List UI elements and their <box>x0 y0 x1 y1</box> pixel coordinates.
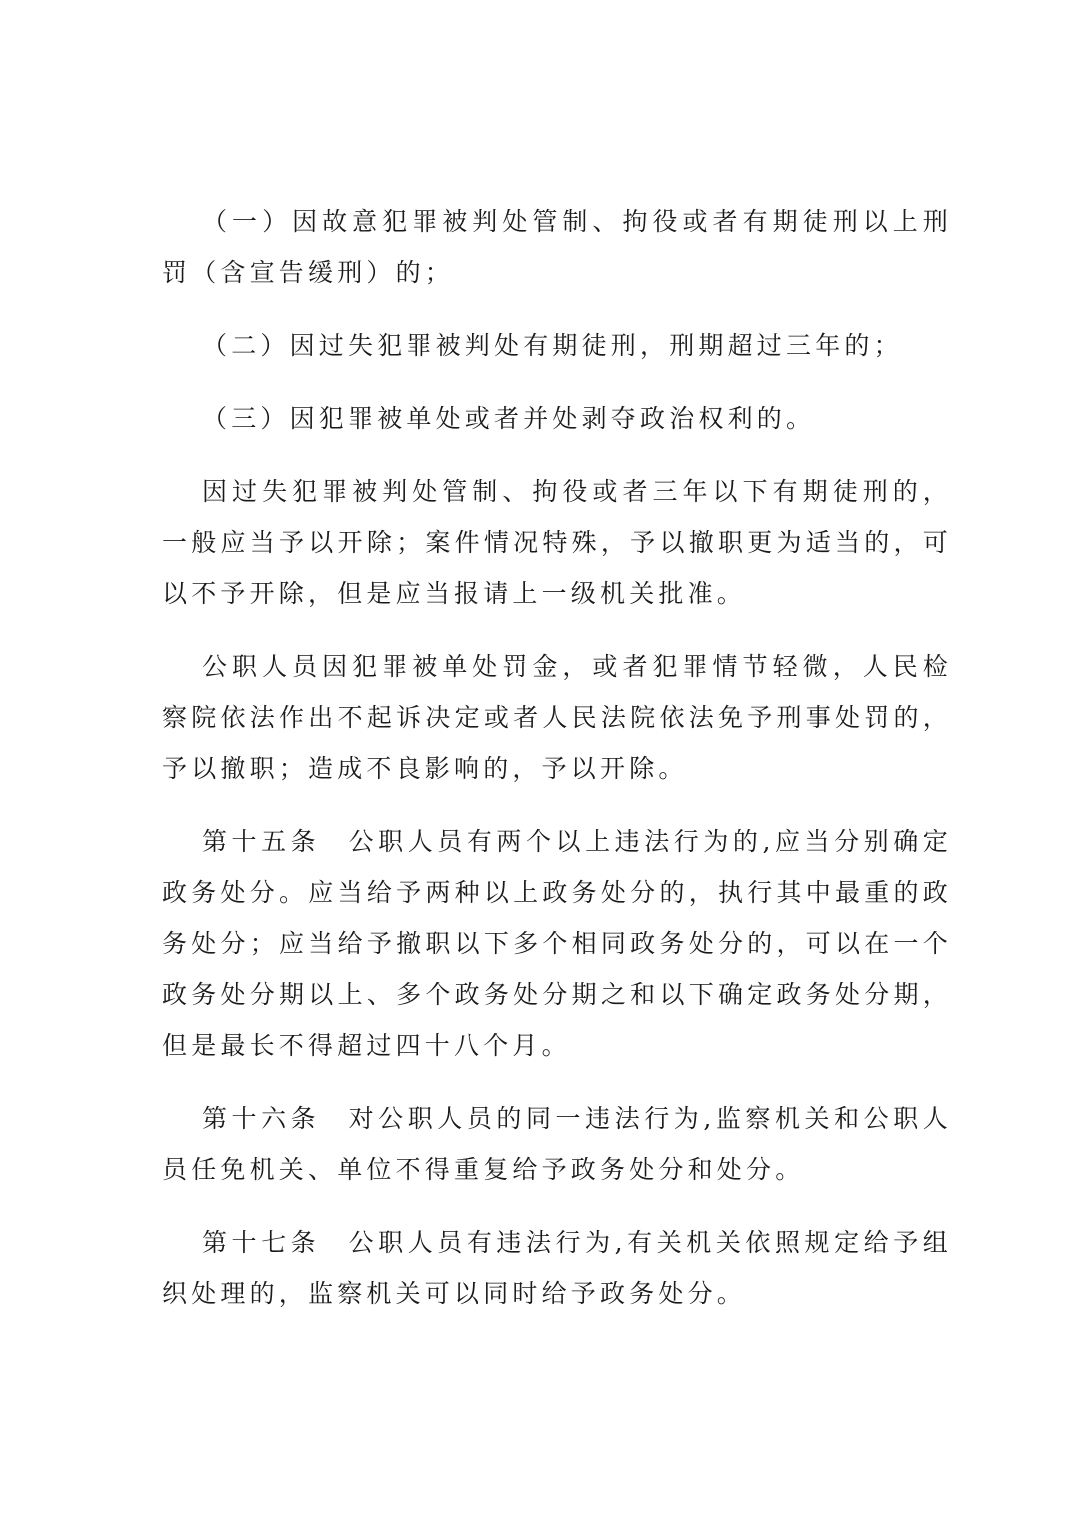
negligence-paragraph: 因过失犯罪被判处管制、拘役或者三年以下有期徒刑的，一般应当予以开除；案件情况特殊，予以撤职更为适当的，可以不予开除，但是应当报请上一级机关批准。 <box>162 477 952 608</box>
article-15 <box>162 816 952 1071</box>
article-16-text: 对公职人员的同一违法行为,监察机关和公职人员任免机关、单位不得重复给予政务处分和处分。 <box>162 1104 952 1184</box>
article-16-number: 第十六条 <box>202 1104 321 1133</box>
document-page <box>162 196 952 1319</box>
clause-item-2: （二）因过失犯罪被判处有期徒刑，刑期超过三年的； <box>202 331 903 360</box>
clause-item-3: （三）因犯罪被单处或者并处剥夺政治权利的。 <box>202 404 816 433</box>
clause-item-1: （一）因故意犯罪被判处管制、拘役或者有期徒刑以上刑罚（含宣告缓刑）的； <box>162 207 952 287</box>
article-15-number: 第十五条 <box>202 827 321 856</box>
fine-paragraph: 公职人员因犯罪被单处罚金，或者犯罪情节轻微，人民检察院依法作出不起诉决定或者人民法院依法免予刑事处罚的，予以撤职；造成不良影响的，予以开除。 <box>162 652 952 783</box>
article-17-number: 第十七条 <box>202 1228 321 1257</box>
article-17-text: 公职人员有违法行为,有关机关依照规定给予组织处理的，监察机关可以同时给予政务处分。 <box>162 1228 952 1308</box>
article-16 <box>162 1093 952 1195</box>
article-17 <box>162 1217 952 1319</box>
article-15-text: 公职人员有两个以上违法行为的,应当分别确定政务处分。应当给予两种以上政务处分的，执行其中最重的政务处分；应当给予撤职以下多个相同政务处分的，可以在一个政务处分期以上、多个政务处分期之和以下确定政务处分期，但是最长不得超过四十八个月。 <box>162 827 952 1060</box>
